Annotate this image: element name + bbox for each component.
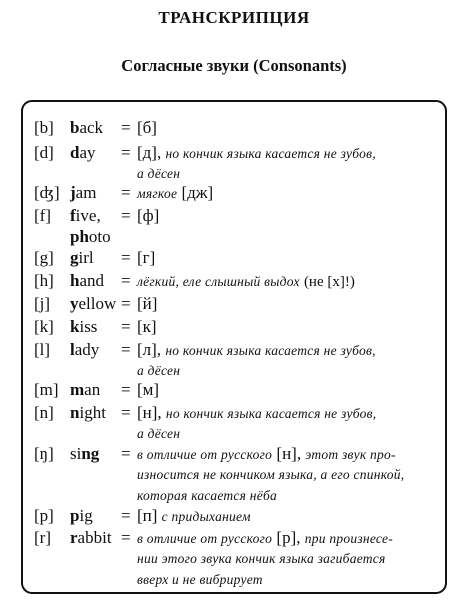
example-word: day — [70, 143, 96, 162]
ipa-symbol: [ŋ] — [34, 444, 54, 463]
ipa-symbol: [r] — [34, 528, 51, 547]
equals-sign: = — [121, 271, 131, 290]
equals-sign: = — [121, 317, 131, 336]
pronunciation-note: мягкое [дж] — [137, 183, 214, 202]
russian-equivalent: [й] — [137, 294, 158, 313]
note-continuation: нии этого звука кончик языка загибается — [137, 551, 386, 566]
ipa-symbol: [d] — [34, 143, 54, 162]
page-subtitle: Согласные звуки (Consonants) — [121, 56, 347, 75]
equals-sign: = — [121, 506, 131, 525]
note-continuation: вверх и не вибрирует — [137, 572, 263, 587]
ipa-symbol: [n] — [34, 403, 54, 422]
example-word: hand — [70, 271, 105, 290]
example-word: yellow — [70, 294, 117, 313]
pronunciation-note: в отличие от русского [н], этот звук про- — [137, 444, 396, 463]
example-word: lady — [70, 340, 100, 359]
pronunciation-note: [д], но кончик языка касается не зубов, — [137, 143, 376, 162]
example-word: girl — [70, 248, 94, 267]
note-continuation: а дёсен — [137, 426, 181, 441]
ipa-symbol: [ʤ] — [34, 183, 60, 202]
russian-equivalent: [к] — [137, 317, 157, 336]
example-word: pig — [70, 506, 93, 525]
equals-sign: = — [121, 183, 131, 202]
note-continuation: износится не кончиком языка, а его спинкой, — [137, 467, 405, 482]
russian-equivalent: [б] — [137, 118, 157, 137]
russian-equivalent: [ф] — [137, 206, 160, 225]
example-word: kiss — [70, 317, 98, 336]
ipa-symbol: [j] — [34, 294, 51, 313]
equals-sign: = — [121, 340, 131, 359]
equals-sign: = — [121, 528, 131, 547]
example-word: man — [70, 380, 101, 399]
equals-sign: = — [121, 380, 131, 399]
example-word: rabbit — [70, 528, 112, 547]
example-word: jam — [70, 183, 97, 202]
ipa-symbol: [l] — [34, 340, 51, 359]
example-word: five, — [70, 206, 101, 225]
ipa-symbol: [f] — [34, 206, 51, 225]
equals-sign: = — [121, 444, 131, 463]
ipa-symbol: [g] — [34, 248, 54, 267]
ipa-symbol: [m] — [34, 380, 59, 399]
russian-equivalent: [г] — [137, 248, 156, 267]
pronunciation-note: в отличие от русского [р], при произнесе- — [137, 528, 393, 547]
pronunciation-note: [н], но кончик языка касается не зубов, — [137, 403, 377, 422]
equals-sign: = — [121, 118, 131, 137]
russian-equivalent: [м] — [137, 380, 160, 399]
example-word: night — [70, 403, 106, 422]
ipa-symbol: [b] — [34, 118, 54, 137]
note-continuation: а дёсен — [137, 166, 181, 181]
note-continuation: которая касается нёба — [137, 488, 278, 503]
ipa-symbol: [k] — [34, 317, 54, 336]
equals-sign: = — [121, 206, 131, 225]
ipa-symbol: [p] — [34, 506, 54, 525]
equals-sign: = — [121, 294, 131, 313]
page-title: ТРАНСКРИПЦИЯ — [158, 8, 310, 27]
ipa-symbol: [h] — [34, 271, 54, 290]
equals-sign: = — [121, 403, 131, 422]
equals-sign: = — [121, 248, 131, 267]
example-word: sing — [70, 444, 100, 463]
pronunciation-note: лёгкий, еле слышный выдох (не [х]!) — [137, 274, 355, 290]
example-word: back — [70, 118, 104, 137]
example-word-2: photo — [70, 227, 111, 246]
pronunciation-note: [п] с придыханием — [137, 506, 251, 525]
equals-sign: = — [121, 143, 131, 162]
pronunciation-note: [л], но кончик языка касается не зубов, — [137, 340, 376, 359]
note-continuation: а дёсен — [137, 363, 181, 378]
